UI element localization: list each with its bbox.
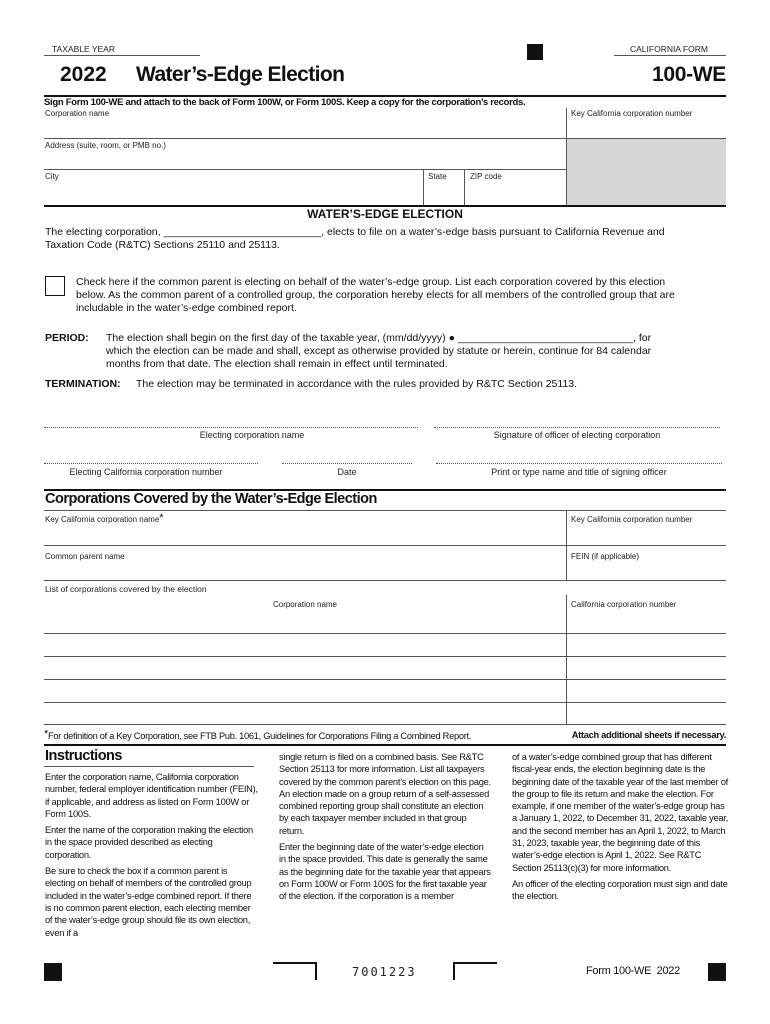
form-number: 100-WE (651, 63, 726, 86)
address-label: Address (suite, room, or PMB no.) (45, 141, 166, 150)
print-name-title-label: Print or type name and title of signing officer (491, 467, 667, 477)
covered-rule-2 (44, 545, 726, 546)
period-line-3: months from that date. The election shall remain in effect until terminated. (106, 358, 448, 370)
footer-form-label: Form 100-WE 2022 (586, 965, 680, 977)
covered-rule-3 (44, 580, 726, 581)
shaded-box (567, 139, 726, 205)
covered-row-3-number[interactable] (570, 660, 726, 678)
footnote-text: For definition of a Key Corporation, see FTB Pub. 1061, Guidelines for Corporations Filing a Combined Report. (47, 731, 472, 741)
fein-input[interactable] (570, 563, 726, 579)
instructions-col3-p1: of a water’s-edge combined group that has different fiscal-year ends, the election beginning date is the beginning date of the taxable year of the last member of the group to file its return and make the election. For example, if one member of the water’s-edge group has a January 1, 2022, to December 31, 2022, taxable year, and the second member has an April 1, 2022, to March 31, 2023, taxable year, the beginning date of this water’s-edge election is April 1, 2022. See R&TC Section 25113(c)(3) for more information. (512, 752, 728, 873)
instructions-col-1 (45, 771, 259, 943)
instructions-col3-p2: An officer of the electing corporation must sign and date the election. (512, 878, 728, 902)
instructions-col1-p2: Enter the name of the corporation making the election in the space provided described as electing corporation. (45, 825, 253, 860)
termination-text: The election may be terminated in accordance with the rules provided by R&TC Section 25113. (136, 378, 578, 390)
common-parent-checkbox[interactable] (45, 276, 65, 296)
electing-ca-corp-number-input[interactable] (44, 446, 258, 463)
date-input[interactable] (282, 446, 412, 463)
corporation-name-input[interactable] (45, 120, 565, 137)
california-form-label: CALIFORNIA FORM (630, 44, 708, 54)
instructions-col1-p1: Enter the corporation name, California corporation number, federal employer identification number (FEIN), if applicable, and address as listed on Form 100W or Form 100S. (45, 772, 258, 819)
covered-row-4-name[interactable] (45, 683, 563, 701)
corner-mark-left (44, 963, 62, 981)
key-corp-name-label (45, 512, 164, 527)
covered-row-5-name[interactable] (45, 705, 563, 723)
registration-mark (527, 44, 543, 60)
barcode-number: 7001223 (352, 965, 417, 979)
checkbox-line-2: below. As the common parent of a controlled group, the corporation hereby elects for all members of the controlled group that are (76, 289, 675, 301)
zip-label: ZIP code (470, 172, 502, 181)
common-parent-name-input[interactable] (45, 563, 563, 579)
city-input[interactable] (45, 183, 420, 203)
covered-heading: Corporations Covered by the Water’s-Edge Election (45, 491, 377, 507)
election-heading: WATER’S-EDGE ELECTION (307, 207, 463, 221)
covered-row-2-name[interactable] (45, 637, 563, 655)
instructions-col2-p1: single return is filed on a combined basis. See R&TC Section 25113 for more information. List all taxpayers covered by the common parent’s election on this page. An election made on a group return of a self-assessed combined reporting group shall constitute an election by each taxpayer member included in that group return. (279, 752, 491, 836)
field-rule-2 (44, 169, 566, 170)
termination-label: TERMINATION: (45, 378, 121, 390)
corporation-name-label: Corporation name (45, 109, 110, 118)
print-name-title-input[interactable] (436, 446, 722, 463)
electing-ca-corp-number-label: Electing California corporation number (69, 467, 223, 477)
covered-row-rule-5 (44, 724, 726, 725)
key-corp-number-label: Key California corporation number (571, 515, 693, 524)
key-ca-corp-number-input[interactable] (570, 120, 726, 137)
covered-row-1-number[interactable] (570, 614, 726, 632)
electing-corp-name-input[interactable] (44, 410, 418, 427)
key-ca-corp-number-label: Key California corporation number (571, 109, 693, 118)
header-rule-right (614, 55, 726, 56)
covered-row-rule-3 (44, 679, 726, 680)
instructions-col-3 (512, 751, 728, 907)
electing-ca-corp-number-line (44, 463, 258, 464)
covered-row-rule-2 (44, 656, 726, 657)
scan-bracket-right (453, 962, 497, 980)
footnote (44, 730, 471, 742)
covered-row-3-name[interactable] (45, 660, 563, 678)
fein-label: FEIN (if applicable) (571, 552, 640, 561)
instructions-top-rule (44, 744, 726, 746)
instructions-heading-rule (44, 766, 254, 767)
election-line-2: Taxation Code (R&TC) Sections 25110 and 25113. (45, 239, 280, 251)
state-input[interactable] (426, 183, 462, 203)
covered-row-rule-1 (44, 633, 726, 634)
city-state-divider (423, 169, 424, 205)
footnote-asterisk: * (44, 728, 48, 740)
checkbox-line-3: includable in the water’s-edge combined report. (76, 302, 297, 314)
tax-year: 2022 (60, 63, 107, 86)
common-parent-name-label: Common parent name (45, 552, 125, 561)
covered-row-2-number[interactable] (570, 637, 726, 655)
form-title: Water’s-Edge Election (136, 63, 345, 86)
city-label: City (45, 172, 59, 181)
scan-bracket-left (273, 962, 317, 980)
signature-officer-label: Signature of officer of electing corporation (493, 430, 661, 440)
instructions-heading: Instructions (45, 748, 122, 764)
date-line (282, 463, 412, 464)
state-label: State (428, 172, 447, 181)
electing-corp-name-label: Electing corporation name (199, 430, 305, 440)
period-line-1: The election shall begin on the first day of the taxable year, (mm/dd/yyyy) ● ______________________________, for (106, 332, 652, 344)
instructions-col2-p2: Enter the beginning date of the water’s-edge election in the space provided. This date is generally the same as the beginning date for the taxable year that appears on Form 100W or Form 100S for the first taxable year of the election. If the corporation is a member (279, 842, 491, 902)
covered-row-5-number[interactable] (570, 705, 726, 723)
key-corp-name-text: Key California corporation name (45, 515, 160, 524)
covered-rule-1 (44, 510, 726, 511)
taxable-year-label: TAXABLE YEAR (52, 44, 115, 54)
signature-line (434, 427, 720, 428)
instructions-col1-p3: Be sure to check the box if a common parent is electing on behalf of members of the controlled group included in the water’s-edge combined report. If there is no common parent election, each electing member of the water’s-edge group should file its own election, even if a (45, 866, 252, 938)
officer-signature-input[interactable] (434, 410, 720, 427)
attach-note: Attach additional sheets if necessary. (571, 730, 726, 740)
electing-corp-name-line (44, 427, 418, 428)
covered-row-rule-4 (44, 702, 726, 703)
state-zip-divider (464, 169, 465, 205)
col-ca-corp-number-label: California corporation number (571, 600, 677, 609)
print-name-line (436, 463, 722, 464)
period-line-2: which the election can be made and shall, except as otherwise provided by statute or herein, continue for 84 calendar (106, 345, 652, 357)
zip-input[interactable] (467, 183, 563, 203)
election-line-1: The electing corporation, ___________________________, elects to file on a water’s-edge basis pursuant to California Revenue and (45, 226, 665, 238)
instruction-line: Sign Form 100-WE and attach to the back of Form 100W, or Form 100S. Keep a copy for the corporation’s records. (44, 97, 526, 108)
period-label: PERIOD: (45, 332, 89, 344)
address-input[interactable] (45, 152, 565, 168)
election-begin-date-input[interactable] (494, 330, 680, 344)
corner-mark-right (708, 963, 726, 981)
header-rule-left (44, 55, 200, 56)
key-corp-number-input[interactable] (570, 527, 726, 543)
instructions-col-2 (279, 751, 491, 907)
date-label: Date (337, 467, 357, 477)
key-corp-name-input[interactable] (45, 527, 563, 543)
list-label: List of corporations covered by the election (45, 584, 207, 594)
covered-list-divider (566, 595, 567, 724)
covered-row-4-number[interactable] (570, 683, 726, 701)
checkbox-line-1: Check here if the common parent is electing on behalf of the water’s-edge group. List each corporation covered by this election (76, 276, 666, 288)
key-corp-asterisk: * (159, 512, 164, 524)
covered-row-1-name[interactable] (45, 614, 563, 632)
col-corp-name-label: Corporation name (272, 600, 338, 609)
